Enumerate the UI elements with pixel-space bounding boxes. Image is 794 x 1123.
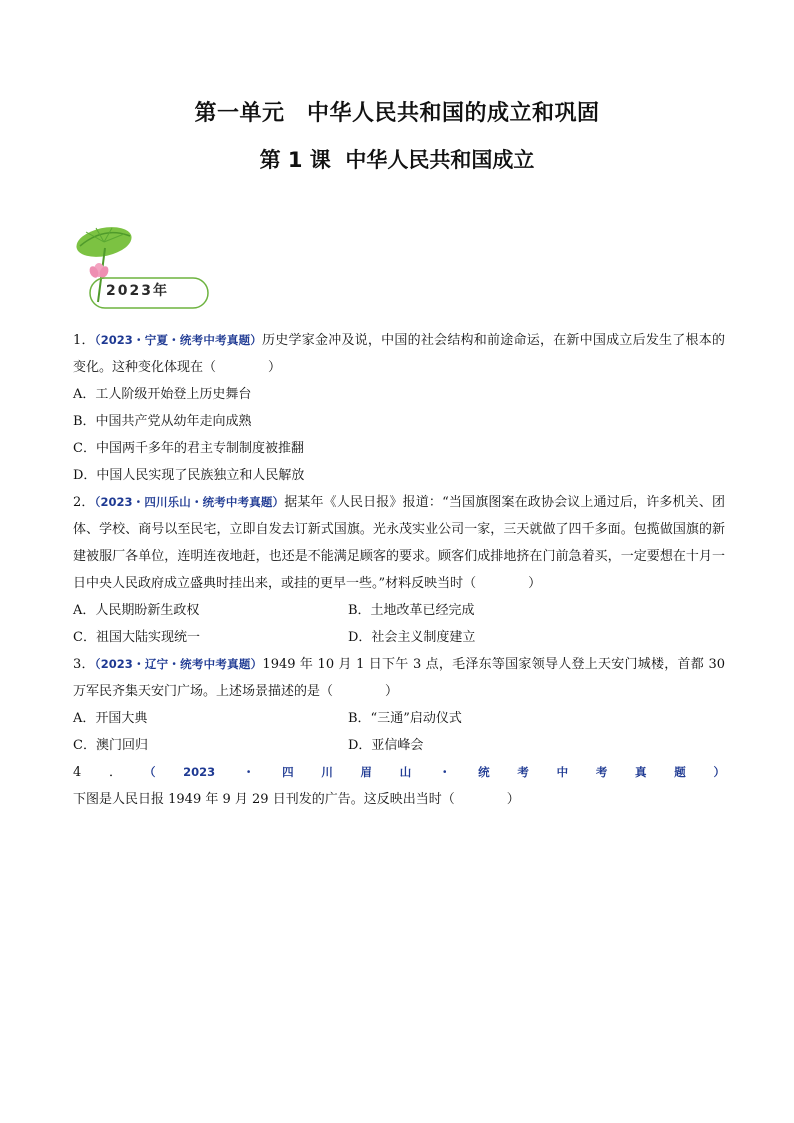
option-c: C．澳门回归: [73, 738, 148, 753]
question-source: （2023・辽宁・统考中考真题）: [94, 657, 263, 671]
question-list: [73, 327, 725, 813]
option-a: A．开国大典: [73, 711, 148, 726]
option-d: D．社会主义制度建立: [348, 630, 476, 645]
question-number: 2．: [73, 495, 95, 510]
question-number: 1．: [73, 333, 95, 348]
question-source: （2023・四川乐山・统考中考真题）: [94, 495, 285, 509]
question-source: （2023・四川眉山・统考中考真题）: [149, 765, 725, 779]
option-c: C．中国两千多年的君主专制制度被推翻: [73, 441, 304, 456]
question-stem: [73, 651, 725, 705]
option-b: B．中国共产党从幼年走向成熟: [73, 414, 252, 429]
option-row: [73, 732, 725, 759]
question-stem: [73, 489, 725, 597]
question-source: （2023・宁夏・统考中考真题）: [94, 333, 263, 347]
option-row: [73, 624, 725, 651]
question-stem: [73, 327, 725, 381]
option-d: D．亚信峰会: [348, 738, 424, 753]
unit-title: 第一单元 中华人民共和国的成立和巩固: [194, 101, 600, 126]
question-number: 3．: [73, 657, 95, 672]
question-text: 历史学家金冲及说，中国的社会结构和前途命运，在新中国成立后发生了根本的变化。这种变化体现在（ ）: [73, 333, 725, 375]
question-text: 下图是人民日报 1949 年 9 月 29 日刊发的广告。这反映出当时（ ）: [73, 792, 520, 807]
option-b: B．“三通”启动仪式: [348, 711, 462, 726]
option-row: [73, 597, 725, 624]
question-1: [73, 327, 725, 489]
option-a: A．工人阶级开始登上历史舞台: [73, 387, 252, 402]
lesson-title: 第 1 课 中华人民共和国成立: [259, 148, 535, 172]
question-2: [73, 489, 725, 651]
year-label: 2023年: [106, 283, 169, 299]
question-number: 4．: [73, 765, 150, 780]
option-d: D．中国人民实现了民族独立和人民解放: [73, 468, 305, 483]
year-badge: [72, 222, 212, 312]
option-c: C．祖国大陆实现统一: [73, 630, 200, 645]
option-row: [73, 705, 725, 732]
option-b: B．土地改革已经完成: [348, 603, 475, 618]
question-3: [73, 651, 725, 759]
question-stem: [73, 759, 725, 813]
question-text: 据某年《人民日报》报道：“当国旗图案在政协会议上通过后，许多机关、团体、学校、商号以至民宅，立即自发去订新式国旗。光永茂实业公司一家，三天就做了四千多面。包揽做国旗的新建被服厂各单位，连明连夜地赶，也还是不能满足顾客的要求。顾客们成排地挤在门前急着买，一定要想在十月一日中央人民政府成立盛典时挂出来，或挂的更早一些。”材料反映当时（ ）: [73, 495, 725, 591]
question-4: [73, 759, 725, 813]
question-text: 1949 年 10 月 1 日下午 3 点，毛泽东等国家领导人登上天安门城楼，首都 30 万军民齐集天安门广场。上述场景描述的是（ ）: [73, 657, 725, 699]
option-a: A．人民期盼新生政权: [73, 603, 200, 618]
